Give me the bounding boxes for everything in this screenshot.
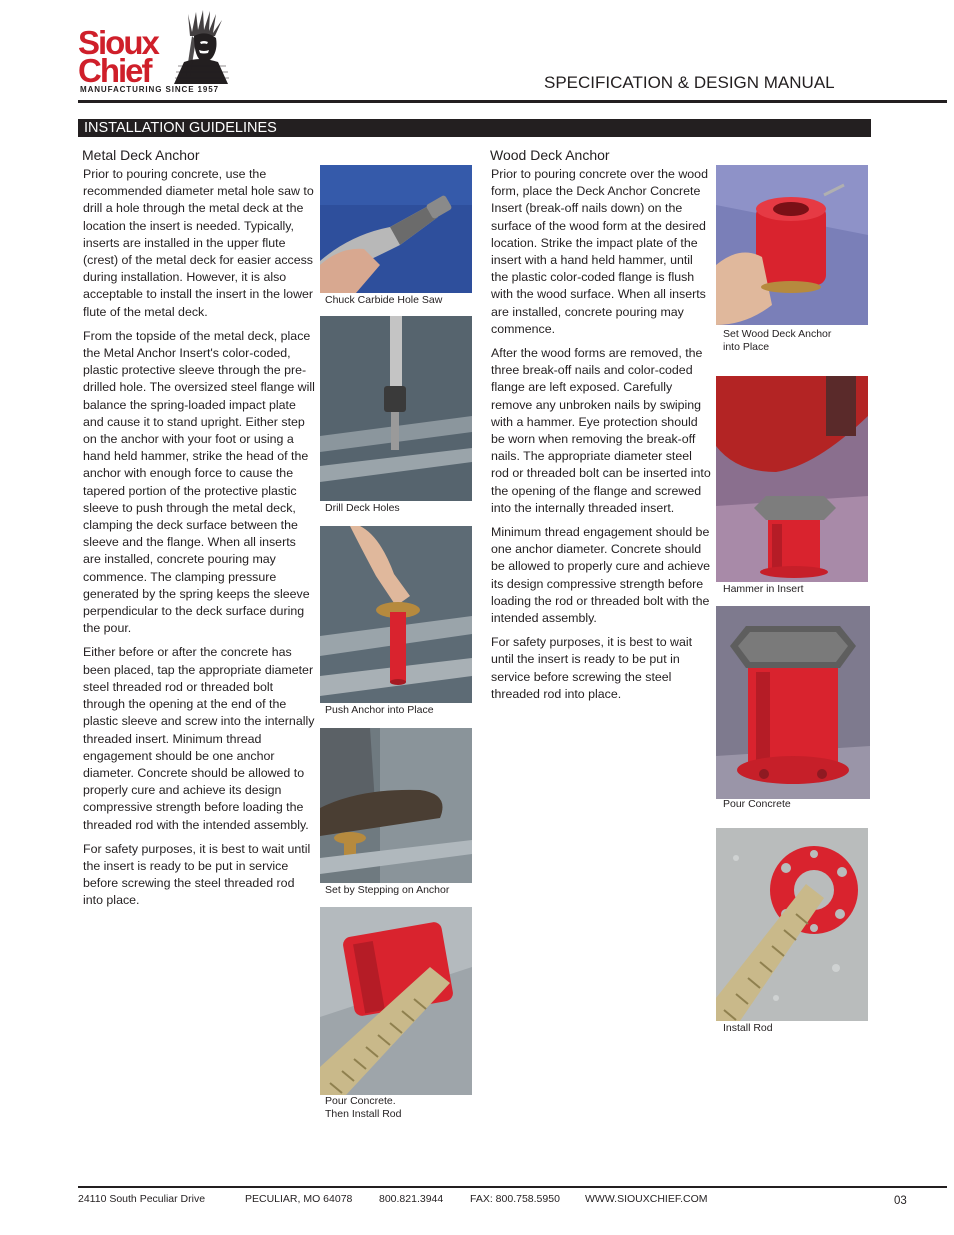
header-rule	[78, 100, 947, 103]
logo-word-sioux: Sioux	[78, 24, 158, 61]
wood-deck-body	[491, 166, 713, 710]
footer-fax: FAX: 800.758.5950	[470, 1193, 560, 1205]
caption-install-rod-metal: Pour Concrete. Then Install Rod	[325, 1095, 402, 1120]
brand-logo	[78, 6, 233, 98]
caption-install-rod-wood: Install Rod	[723, 1022, 773, 1034]
caption-pour-concrete: Pour Concrete	[723, 798, 791, 810]
metal-deck-paragraph: Prior to pouring concrete, use the recommended diameter metal hole saw to drill a hole through the metal deck at the location the insert is needed. Typically, inserts are installed in the upper flute (crest) of the metal deck for easier access during installation. However, it is also acceptable to install the insert in the lower flute of the metal deck.	[83, 167, 314, 319]
photo-push-anchor	[320, 526, 472, 703]
wood-deck-paragraph: After the wood forms are removed, the three break-off nails and color-coded flange are left exposed. Carefully remove any unbroken nails by swiping with a hammer. Eye protection should be worn when removing the break-off nails. The appropriate diameter steel rod or threaded bolt can be inserted into the opening of the flange and screwed into the internally threaded insert.	[491, 346, 711, 515]
photo-hammer-insert	[716, 376, 868, 582]
wood-deck-paragraph: Minimum thread engagement should be one anchor diameter. Concrete should be allowed to properly cure and achieve its design compressive strength before loading the rod or threaded bolt with the intended assembly.	[491, 525, 711, 626]
manual-title: SPECIFICATION & DESIGN MANUAL	[544, 73, 835, 92]
photo-drill-deck	[320, 316, 472, 501]
footer-phone: 800.821.3944	[379, 1193, 444, 1205]
caption-hammer-insert: Hammer in Insert	[723, 583, 804, 595]
section-title: INSTALLATION GUIDELINES	[84, 120, 277, 136]
photo-hole-saw	[320, 165, 472, 293]
photo-set-wood-anchor	[716, 165, 868, 325]
wood-deck-paragraph: Prior to pouring concrete over the wood form, place the Deck Anchor Concrete Insert (break-off nails down) on the surface of the wood form at the desired location. Strike the impact plate of the insert with a hand held hammer, until the plastic color-coded flange is flush with the wood surface. When all inserts are installed, concrete pouring may commence.	[491, 167, 708, 336]
section-bar	[78, 119, 871, 137]
metal-deck-body	[83, 166, 316, 917]
metal-deck-paragraph: For safety purposes, it is best to wait until the insert is ready to be put in service before screwing the steel threaded rod into place.	[83, 841, 311, 908]
caption-hole-saw: Chuck Carbide Hole Saw	[325, 294, 443, 306]
footer-address: 24110 South Peculiar Drive	[78, 1193, 206, 1205]
caption-push-anchor: Push Anchor into Place	[325, 704, 434, 716]
logo-tagline: MANUFACTURING SINCE 1957	[80, 85, 219, 94]
metal-deck-paragraph: Either before or after the concrete has been placed, tap the appropriate diameter steel threaded rod or threaded bolt through the opening at the end of the plastic sleeve and screw into the internally threaded insert. Minimum thread engagement should be one anchor diameter. Concrete should be allowed to properly cure and achieve its design compressive strength before loading the threaded rod with the intended assembly.	[83, 645, 315, 832]
footer-city: PECULIAR, MO 64078	[245, 1193, 353, 1205]
page-number: 03	[894, 1195, 907, 1207]
wood-deck-heading: Wood Deck Anchor	[490, 147, 610, 163]
footer-rule	[78, 1186, 947, 1188]
photo-install-rod-wood	[716, 828, 868, 1021]
photo-install-rod-metal	[320, 907, 472, 1095]
caption-step-anchor: Set by Stepping on Anchor	[325, 884, 450, 896]
logo-word-chief: Chief	[78, 52, 151, 89]
wood-deck-paragraph: For safety purposes, it is best to wait until the insert is ready to be put in service before screwing the steel threaded rod into place.	[491, 635, 693, 701]
metal-deck-heading: Metal Deck Anchor	[82, 147, 200, 163]
caption-set-wood-anchor: Set Wood Deck Anchor into Place	[723, 328, 832, 353]
footer-website-link[interactable]: WWW.SIOUXCHIEF.COM	[585, 1193, 708, 1205]
photo-pour-concrete	[716, 606, 870, 799]
chief-headdress-icon	[170, 6, 232, 84]
metal-deck-paragraph: From the topside of the metal deck, place the Metal Anchor Insert's color-coded, plastic protective sleeve through the pre-drilled hole. The oversized steel flange will balance the spring-loaded impact plate and cause it to stand upright. Either step on the anchor with your foot or using a hand held hammer, strike the head of the anchor with enough force to cause the tapered portion of the protective plastic sleeve to push through the metal deck, clamping the deck surface between the sleeve and the flange. When all inserts are installed, concrete pouring may commence. The clamping pressure generated by the spring keeps the sleeve perpendicular to the deck surface during the pour.	[83, 328, 315, 636]
photo-step-anchor	[320, 728, 472, 883]
caption-drill-deck: Drill Deck Holes	[325, 502, 400, 514]
